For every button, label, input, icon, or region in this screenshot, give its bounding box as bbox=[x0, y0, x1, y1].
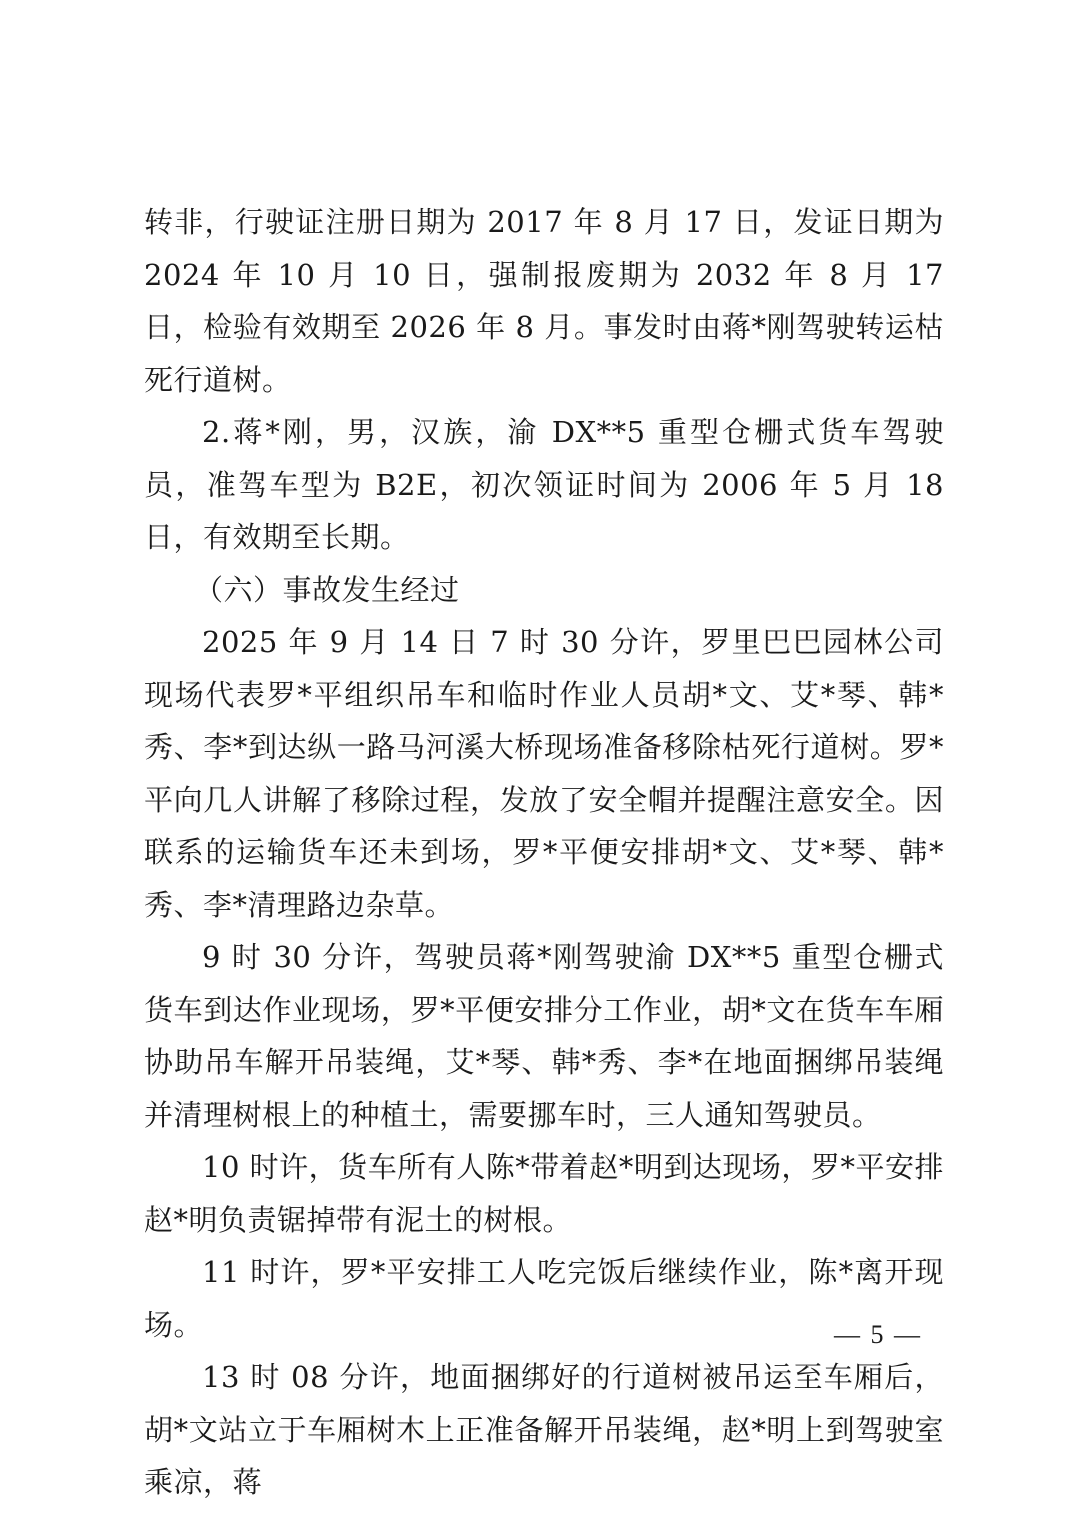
paragraph-morning-preparation: 2025 年 9 月 14 日 7 时 30 分许，罗里巴巴园林公司现场代表罗*平组织吊车和临时作业人员胡*文、艾*琴、韩*秀、李*到达纵一路马河溪大桥现场准备移除枯死行道树。罗*平向几人讲解了移除过程，发放了安全帽并提醒注意安全。因联系的运输货车还未到场，罗*平便安排胡*文、艾*琴、韩*秀、李*清理路边杂草。 bbox=[144, 625, 944, 922]
section-heading-accident-process: （六）事故发生经过 bbox=[194, 572, 460, 607]
paragraph-afternoon-events: 13 时 08 分许，地面捆绑好的行道树被吊运至车厢后，胡*文站立于车厢树木上正准备解开吊装绳，赵*明上到驾驶室乘凉，蒋 bbox=[144, 1360, 944, 1499]
paragraph-owner-arrival: 10 时许，货车所有人陈*带着赵*明到达现场，罗*平安排赵*明负责锯掉带有泥土的树根。 bbox=[144, 1150, 944, 1237]
paragraph-lunch-break: 11 时许，罗*平安排工人吃完饭后继续作业，陈*离开现场。 bbox=[144, 1255, 944, 1342]
document-body bbox=[144, 196, 944, 1509]
paragraph-driver-info: 2.蒋*刚，男，汉族，渝 DX**5 重型仓栅式货车驾驶员，准驾车型为 B2E，初次领证时间为 2006 年 5 月 18 日，有效期至长期。 bbox=[144, 415, 944, 554]
paragraph-vehicle-registration: 转非，行驶证注册日期为 2017 年 8 月 17 日，发证日期为 2024 年 10 月 10 日，强制报废期为 2032 年 8 月 17 日，检验有效期至 2026 年 8 月。事发时由蒋*刚驾驶转运枯死行道树。 bbox=[144, 205, 944, 397]
paragraph-truck-arrival: 9 时 30 分许，驾驶员蒋*刚驾驶渝 DX**5 重型仓栅式货车到达作业现场，罗*平便安排分工作业，胡*文在货车车厢协助吊车解开吊装绳，艾*琴、韩*秀、李*在地面捆绑吊装绳并清理树根上的种植土，需要挪车时，三人通知驾驶员。 bbox=[144, 940, 944, 1132]
page-number: — 5 — bbox=[834, 1320, 922, 1349]
